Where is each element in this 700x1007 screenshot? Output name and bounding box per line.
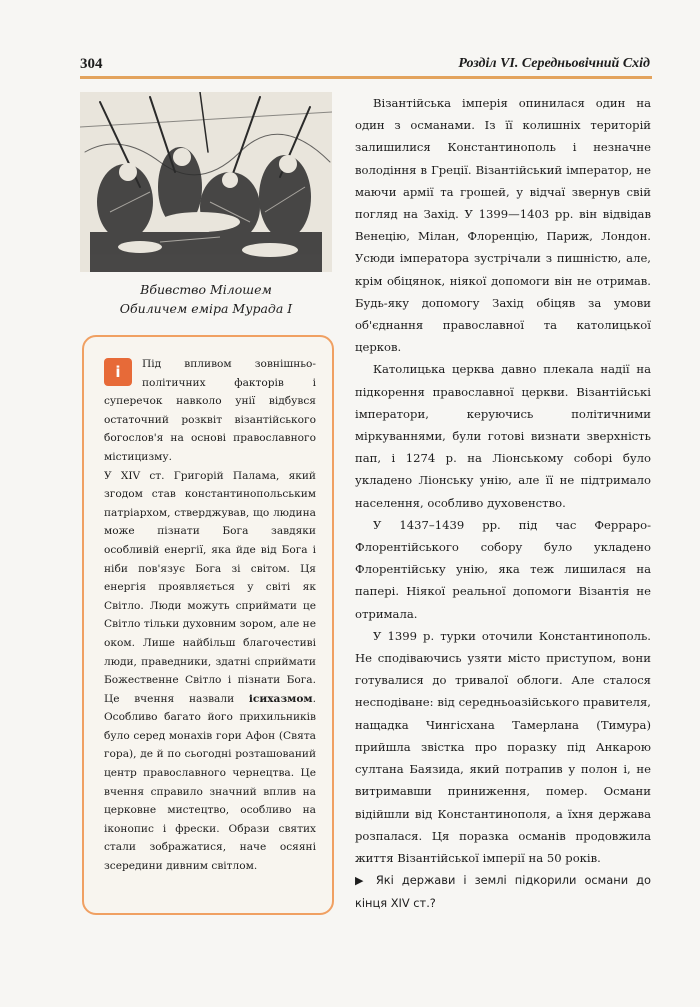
sidebar-paragraph-2 <box>104 467 316 876</box>
sidebar-box <box>82 335 334 915</box>
main-paragraph-1: Візантійська імперія опинилася один на один з османами. Із її колишніх територій залишилися Константинополь і незначне володіння в Греції. Візантійський імператор, не маючи армії та грошей, у відчаї звернув свій погляд на Захід. У 1399—1403 рр. він відвідав Венецію, Мілан, Флоренцію, Париж, Лондон. Усюди імператора зустрічали з пишністю, але, крім обіцянок, ніякої допомоги він не отримав. Будь-яку допомогу Захід обіцяв за умови об'єднання православної та католицької церков. <box>355 96 651 355</box>
sidebar-text-after: . Особливо багато його прихильників було серед монахів гори Афон (Свята гора), де й по сьогодні розташований центр православного чернецтва. Це вчення справило значний вплив на церковне мистецтво, особливо на іконопис і фрески. Образи святих стали зображатися, наче осяяні зсередини дивним світлом. <box>104 692 316 873</box>
main-paragraph-2: Католицька церква давно плекала надії на підкорення православної церкви. Візантійські імператори, керуючись політичними міркуваннями, були готові визнати зверхність пап, і 1274 р. на Ліонському соборі було укладено Ліонську унію, але її не підтримало населення, особливо духовенство. <box>355 362 651 510</box>
main-paragraph-3: У 1437–1439 рр. під час Ферраро-Флорентійського собору було укладено Флорентійську унію, яка теж лишилася на папері. Ніякої реальної допомоги Візантія не отримала. <box>355 517 651 621</box>
running-head: Розділ VI. Середньовічний Схід <box>458 56 650 71</box>
caption-line-2: Обиличем еміра Мурада І <box>119 301 293 316</box>
term-isihazm: ісихазмом <box>248 692 313 705</box>
question <box>355 869 651 914</box>
main-text <box>355 92 651 915</box>
sidebar-text-before: У XIV ст. Григорій Палама, який згодом став константинопольським патріархом, стверджував, що людина може пізнати Бога завдяки особливій енергії, яка йде від Бога і ніби пов'язує Бога зі світом. Ця енергія проявляється у світі як Світло. Люди можуть сприймати це Світло тільки духовним зором, але не оком. Лише найбільш благочестиві люди, праведники, здатні сприймати Божественне Світло і пізнати Бога. Це вчення назвали <box>104 469 316 705</box>
illustration <box>80 92 332 272</box>
page-number: 304 <box>80 56 103 72</box>
sidebar-paragraph-1: Під впливом зовнішньо-політичних факторів і суперечок навколо унії відбувся остаточний розквіт візантійського богослов'я на основі православного містицизму. <box>104 358 316 463</box>
triangle-arrow-icon: ▶ <box>355 874 368 888</box>
info-book-icon: i <box>104 358 132 386</box>
engraving-battle-scene-icon <box>80 92 332 272</box>
question-text: Які держави і землі підкорили османи до кінця XIV ст.? <box>355 873 651 911</box>
caption-line-1: Вбивство Мілошем <box>140 282 272 297</box>
header-rule <box>80 76 652 79</box>
main-paragraph-4: У 1399 р. турки оточили Константинополь. Не сподіваючись узяти місто приступом, вони готувалися до тривалої облоги. Але сталося несподіване: від середньоазійського правителя, нащадка Чингісхана Тамерлана (Тимура) прийшла звістка про поразку під Анкарою султана Баязида, який потрапив у полон і, не витримавши приниження, помер. Османи відійшли від Константинополя, а їхня держава розпалася. Ця поразка османів продовжила життя Візантійської імперії на 50 років. <box>355 628 651 865</box>
figure-caption <box>80 280 332 318</box>
